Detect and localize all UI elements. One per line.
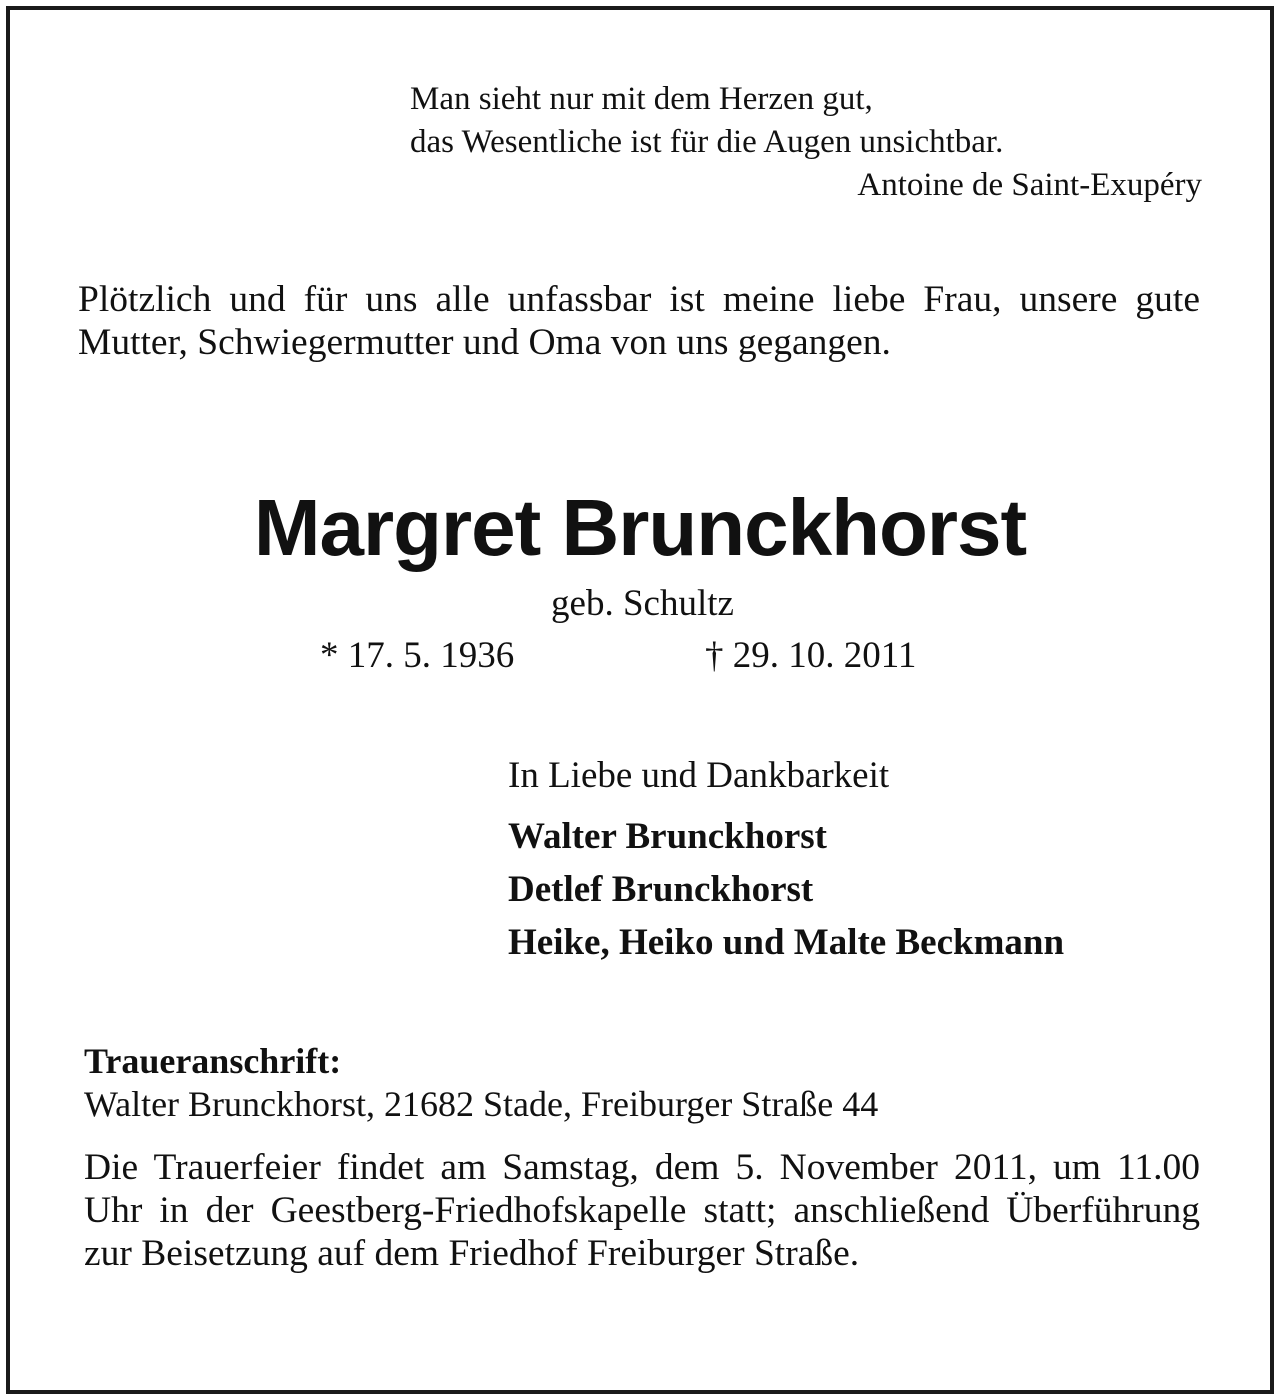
mourner-name: Detlef Brunckhorst [508, 869, 814, 910]
deceased-name: Margret Brunckhorst [253, 483, 1027, 572]
death-date: † 29. 10. 2011 [705, 635, 917, 676]
mourners-block [508, 752, 1228, 969]
address-line: Walter Brunckhorst, 21682 Stade, Freiburger Straße 44 [84, 1084, 879, 1124]
service-info: Die Trauerfeier findet am Samstag, dem 5. November 2011, um 11.00 Uhr in der Geestberg-Friedhofskapelle statt; anschließend Überführung zur Beisetzung auf dem Friedhof Freiburger Straße. [84, 1147, 1200, 1274]
birth-date: * 17. 5. 1936 [320, 635, 515, 676]
motto-author: Antoine de Saint-Exupéry [857, 167, 1202, 203]
motto-quote [410, 78, 1202, 207]
address-label: Traueranschrift: [84, 1041, 342, 1081]
mourning-address [84, 1040, 1204, 1126]
dedication: In Liebe und Dankbarkeit [508, 755, 890, 796]
intro-text: Plötzlich und für uns alle unfassbar ist meine liebe Frau, unsere gute Mutter, Schwiegermutter und Oma von uns gegangen. [78, 279, 1200, 363]
mourner-name: Walter Brunckhorst [508, 816, 827, 857]
maiden-name: geb. Schultz [551, 583, 734, 624]
mourner-name: Heike, Heiko und Malte Beckmann [508, 922, 1065, 963]
motto-line-1: Man sieht nur mit dem Herzen gut, [410, 81, 873, 117]
motto-line-2: das Wesentliche ist für die Augen unsichtbar. [410, 124, 1004, 160]
